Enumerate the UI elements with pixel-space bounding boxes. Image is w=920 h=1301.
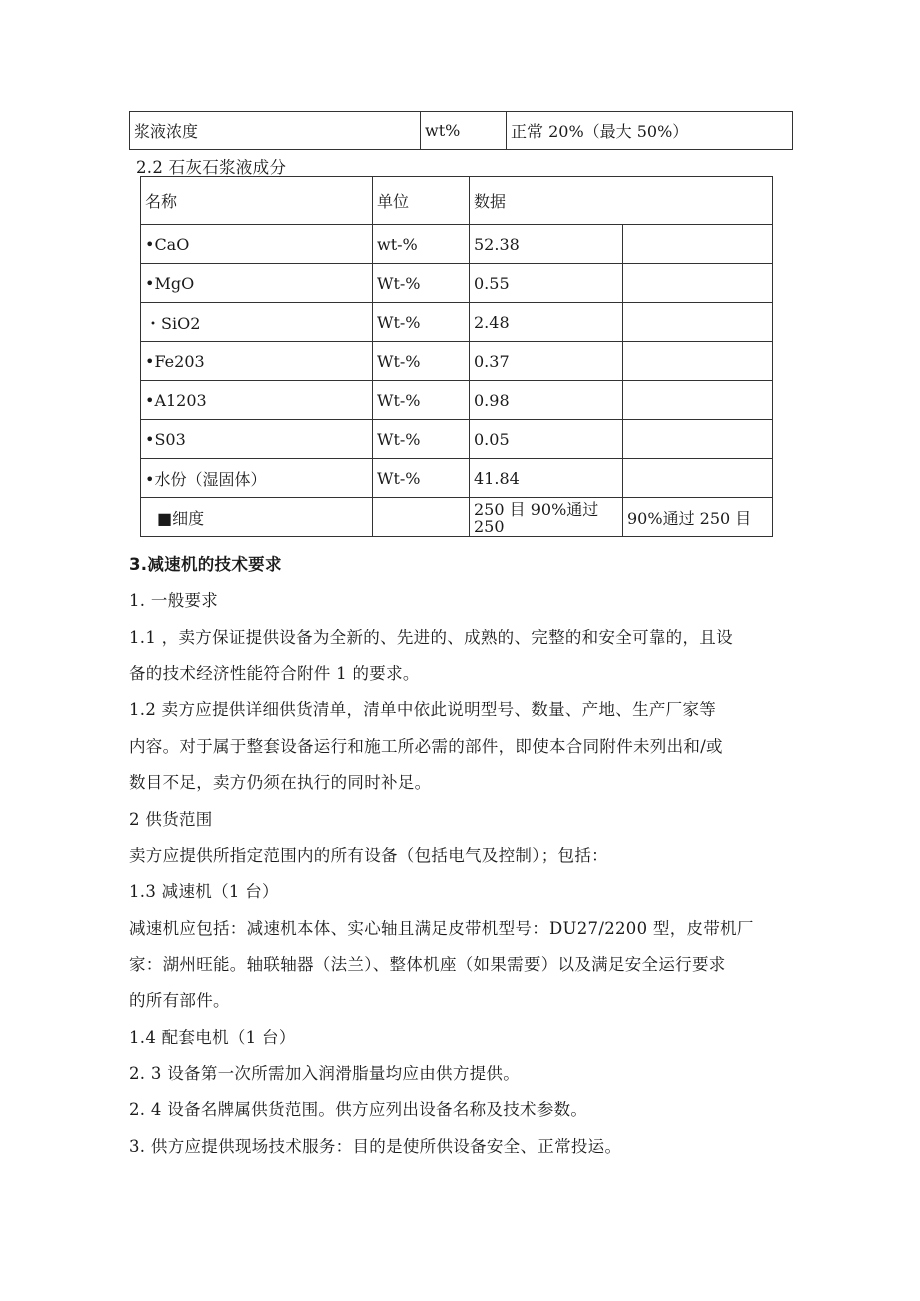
slurry-concentration-table	[129, 111, 793, 150]
paragraph: 1.3 减速机（1 台）	[129, 882, 279, 901]
header-unit: 单位	[373, 177, 470, 225]
table-row	[130, 112, 793, 150]
component-value: 2.48	[470, 303, 623, 342]
component-value: 0.05	[470, 420, 623, 459]
component-name: •水份（湿固体）	[141, 459, 373, 498]
component-extra	[623, 264, 773, 303]
fineness-unit	[373, 498, 470, 537]
fineness-value: 250 目 90%通过 250	[470, 498, 623, 537]
component-name: •A1203	[141, 381, 373, 420]
component-unit: Wt-%	[373, 381, 470, 420]
component-unit: Wt-%	[373, 264, 470, 303]
slurry-name-cell: 浆液浓度	[130, 112, 421, 150]
table-row-fineness	[141, 498, 773, 537]
paragraph: 1.1 ，卖方保证提供设备为全新的、先进的、成熟的、完整的和安全可靠的，且设	[129, 628, 733, 647]
header-name: 名称	[141, 177, 373, 225]
paragraph: 备的技术经济性能符合附件 1 的要求。	[129, 664, 420, 683]
component-name: •Fe203	[141, 342, 373, 381]
component-extra	[623, 303, 773, 342]
component-value: 0.37	[470, 342, 623, 381]
component-extra	[623, 225, 773, 264]
paragraph: 卖方应提供所指定范围内的所有设备（包括电气及控制）；包括：	[129, 846, 608, 865]
component-value: 0.55	[470, 264, 623, 303]
table-row	[141, 381, 773, 420]
heading-3: 3.减速机的技术要求	[129, 555, 282, 574]
fineness-name: ■细度	[141, 498, 373, 537]
component-unit: Wt-%	[373, 420, 470, 459]
component-name: •CaO	[141, 225, 373, 264]
component-extra	[623, 381, 773, 420]
component-extra	[623, 459, 773, 498]
header-data: 数据	[470, 177, 773, 225]
table-row	[141, 342, 773, 381]
paragraph: 2. 4 设备名牌属供货范围。供方应列出设备名称及技术参数。	[129, 1100, 588, 1119]
slurry-unit-cell: wt%	[421, 112, 507, 150]
paragraph: 2 供货范围	[129, 810, 213, 829]
paragraph: 1. 一般要求	[129, 591, 219, 610]
paragraph: 减速机应包括：减速机本体、实心轴且满足皮带机型号：DU27/2200 型，皮带机厂	[129, 919, 754, 938]
paragraph: 的所有部件。	[129, 991, 230, 1010]
fineness-extra: 90%通过 250 目	[623, 498, 773, 537]
table-row	[141, 225, 773, 264]
composition-table	[140, 176, 773, 537]
paragraph: 数目不足，卖方仍须在执行的同时补足。	[129, 773, 432, 792]
header-row	[141, 177, 773, 225]
component-unit: Wt-%	[373, 342, 470, 381]
component-name: ・SiO2	[141, 303, 373, 342]
paragraph: 2. 3 设备第一次所需加入润滑脂量均应由供方提供。	[129, 1064, 521, 1083]
component-name: •S03	[141, 420, 373, 459]
paragraph: 1.4 配套电机（1 台）	[129, 1028, 296, 1047]
table-row	[141, 303, 773, 342]
table-row	[141, 459, 773, 498]
component-unit: Wt-%	[373, 303, 470, 342]
component-value: 52.38	[470, 225, 623, 264]
table-row	[141, 420, 773, 459]
component-extra	[623, 420, 773, 459]
paragraph: 家：湖州旺能。轴联轴器（法兰）、整体机座（如果需要）以及满足安全运行要求	[129, 955, 726, 974]
paragraph: 内容。对于属于整套设备运行和施工所必需的部件，即使本合同附件未列出和/或	[129, 737, 723, 756]
component-value: 0.98	[470, 381, 623, 420]
component-value: 41.84	[470, 459, 623, 498]
component-unit: Wt-%	[373, 459, 470, 498]
component-unit: wt-%	[373, 225, 470, 264]
paragraph: 1.2 卖方应提供详细供货清单，清单中依此说明型号、数量、产地、生产厂家等	[129, 700, 717, 719]
component-name: •MgO	[141, 264, 373, 303]
table-row	[141, 264, 773, 303]
component-extra	[623, 342, 773, 381]
section-title: 2.2 石灰石浆液成分	[136, 158, 287, 177]
slurry-value-cell: 正常 20%（最大 50%）	[507, 112, 793, 150]
paragraph: 3. 供方应提供现场技术服务：目的是使所供设备安全、正常投运。	[129, 1137, 622, 1156]
